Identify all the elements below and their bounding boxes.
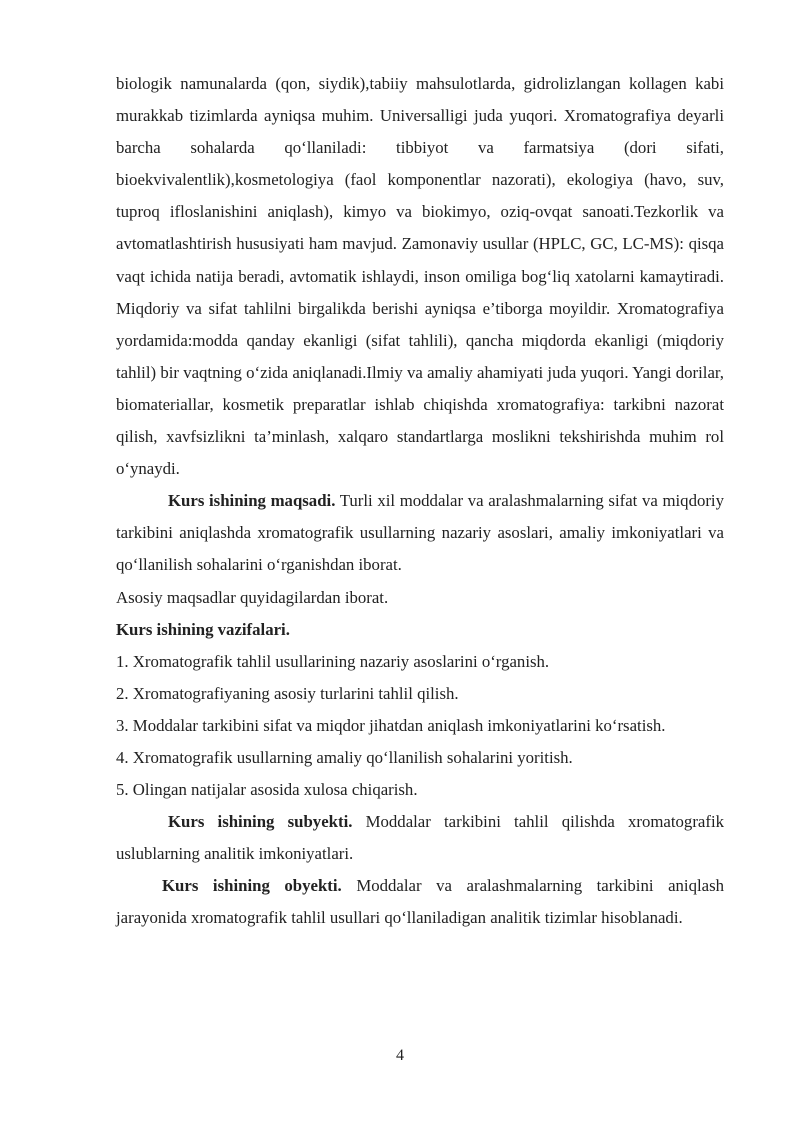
purpose-paragraph [116, 485, 724, 581]
purpose-text: Turli xil moddalar va aralashmalarning sifat va miqdoriy tarkibini aniqlashda xromatografik usullarning nazariy asoslari, amaliy imkoniyatlari va qo‘llanilish sohalarini o‘rganishdan iborat. [116, 491, 724, 575]
goals-line: Asosiy maqsadlar quyidagilardan iborat. [116, 587, 389, 607]
subject-paragraph [116, 806, 724, 870]
task-item-5: 5. Olingan natijalar asosida xulosa chiqarish. [116, 780, 418, 800]
subject-text: Moddalar tarkibini tahlil qilishda xromatografik uslublarning analitik imkoniyatlari. [116, 812, 724, 864]
task-item-2: 2. Xromatografiyaning asosiy turlarini tahlil qilish. [116, 683, 459, 703]
task-item-4: 4. Xromatografik usullarning amaliy qo‘llanilish sohalarini yoritish. [116, 747, 573, 767]
object-paragraph [116, 870, 724, 934]
task-item-3: 3. Moddalar tarkibini sifat va miqdor jihatdan aniqlash imkoniyatlarini ko‘rsatish. [116, 715, 666, 735]
object-text: Moddalar va aralashmalarning tarkibini aniqlash jarayonida xromatografik tahlil usullari qo‘llaniladigan analitik tizimlar hisoblanadi. [116, 876, 724, 928]
intro-paragraph: biologik namunalarda (qon, siydik),tabiiy mahsulotlarda, gidrolizlangan kollagen kabi murakkab tizimlarda ayniqsa muhim. Universalligi juda yuqori. Xromatografiya deyarli barcha sohalarda qo‘llaniladi: tibbiyot va farmatsiya (dori sifati, bioekvivalentlik),kosmetologiya (faol komponentlar nazorati), ekologiya (havo, suv, tuproq ifloslanishini aniqlash), kimyo va biokimyo, oziq-ovqat sanoati.Tezkorlik va avtomatlashtirish hususiyati ham mavjud. Zamonaviy usullar (HPLC, GC, LC-MS): qisqa vaqt ichida natija beradi, avtomatik ishlaydi, inson omiliga bog‘liq xatolarni kamaytiradi. Miqdoriy va sifat tahlilni birgalikda berishi ayniqsa e’tiborga moyildir. Xromatografiya yordamida:modda qanday ekanligi (sifat tahlili), qancha miqdorda ekanligi (miqdoriy tahlil) bir vaqtning o‘zida aniqlanadi.Ilmiy va amaliy ahamiyati juda yuqori. Yangi dorilar, biomateriallar, kosmetik preparatlar ishlab chiqishda xromatografiya: tarkibni nazorat qilish, xavfsizlikni ta’minlash, xalqaro standartlarga moslikni tekshirishda muhim rol o‘ynaydi. [116, 74, 724, 479]
subject-heading: Kurs ishining subyekti. [168, 812, 353, 832]
task-item-1: 1. Xromatografik tahlil usullarining nazariy asoslarini o‘rganish. [116, 651, 550, 671]
document-page [116, 68, 724, 935]
page-number: 4 [396, 1047, 404, 1064]
purpose-heading: Kurs ishining maqsadi. [168, 491, 336, 511]
object-heading: Kurs ishining obyekti. [162, 876, 342, 896]
tasks-heading: Kurs ishining vazifalari. [116, 619, 290, 639]
tasks-list [116, 646, 724, 806]
